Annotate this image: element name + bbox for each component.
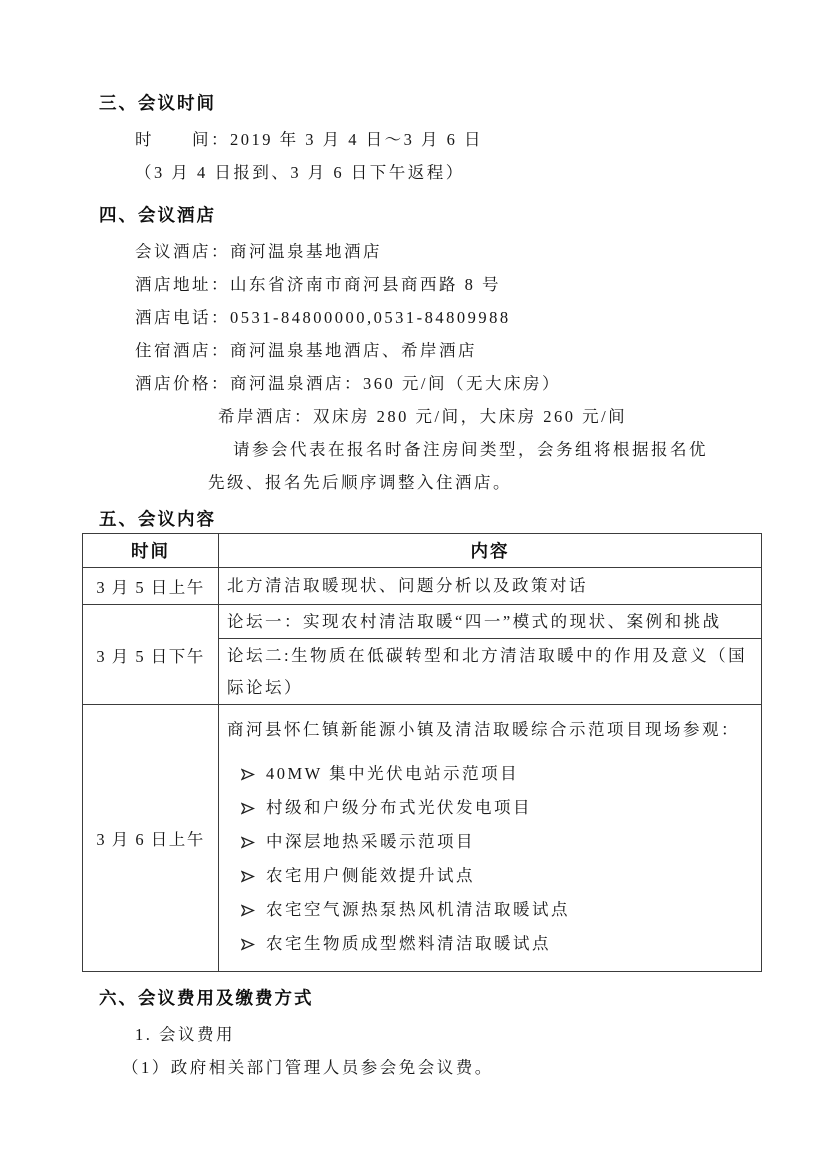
arrow-bullet-icon (241, 938, 255, 951)
hotel-address-line: 酒店地址：山东省济南市商河县商西路 8 号 (135, 275, 501, 294)
bullet-text: 农宅生物质成型燃料清洁取暖试点 (266, 934, 551, 953)
fees-line-1: 1. 会议费用 (135, 1025, 235, 1044)
agenda-content-mar5-am: 北方清洁取暖现状、问题分析以及政策对话 (219, 568, 762, 605)
bullet-item (241, 825, 753, 859)
arrow-bullet-icon (241, 870, 255, 883)
bullet-text: 村级和户级分布式光伏发电项目 (266, 798, 532, 817)
hotel-phone-line: 酒店电话：0531-84800000,0531-84809988 (135, 308, 511, 327)
meeting-time-note: （3 月 4 日报到、3 月 6 日下午返程） (135, 163, 465, 182)
arrow-bullet-icon (241, 904, 255, 917)
table-row (83, 568, 762, 605)
agenda-table (82, 533, 762, 972)
section-heading-hotel: 四、会议酒店 (99, 205, 216, 225)
bullet-item (241, 927, 753, 961)
agenda-content-site-visit (219, 705, 762, 972)
fees-line-2: （1）政府相关部门管理人员参会免会议费。 (122, 1058, 494, 1077)
meeting-time-line: 时 间：2019 年 3 月 4 日～3 月 6 日 (135, 130, 483, 149)
bullet-item (241, 791, 753, 825)
agenda-time-mar6-am: 3 月 6 日上午 (83, 705, 219, 972)
arrow-bullet-icon (241, 768, 255, 781)
table-row (83, 705, 762, 972)
agenda-time-mar5-pm: 3 月 5 日下午 (83, 605, 219, 705)
bullet-item (241, 757, 753, 791)
section-heading-agenda: 五、会议内容 (99, 509, 216, 529)
bullet-item (241, 859, 753, 893)
bullet-text: 40MW 集中光伏电站示范项目 (266, 764, 520, 783)
section-heading-fees: 六、会议费用及缴费方式 (99, 988, 314, 1008)
lodging-hotels-line: 住宿酒店：商河温泉基地酒店、希岸酒店 (135, 341, 477, 360)
arrow-bullet-icon (241, 836, 255, 849)
agenda-content-forum1: 论坛一：实现农村清洁取暖“四一”模式的现状、案例和挑战 (219, 605, 762, 639)
bullet-item (241, 893, 753, 927)
table-row (83, 605, 762, 639)
bullet-text: 农宅空气源热泵热风机清洁取暖试点 (266, 900, 570, 919)
agenda-time-mar5-am: 3 月 5 日上午 (83, 568, 219, 605)
arrow-bullet-icon (241, 802, 255, 815)
section-heading-meeting-time: 三、会议时间 (99, 93, 216, 113)
hotel-name-line: 会议酒店：商河温泉基地酒店 (135, 242, 382, 261)
agenda-content-forum2: 论坛二:生物质在低碳转型和北方清洁取暖中的作用及意义（国际论坛） (219, 639, 762, 705)
room-note-line-1: 请参会代表在报名时备注房间类型，会务组将根据报名优 (233, 440, 708, 459)
agenda-col-header-content: 内容 (219, 534, 762, 568)
agenda-header-row (83, 534, 762, 568)
bullet-text: 农宅用户侧能效提升试点 (266, 866, 475, 885)
bullet-text: 中深层地热采暖示范项目 (266, 832, 475, 851)
site-visit-intro: 商河县怀仁镇新能源小镇及清洁取暖综合示范项目现场参观： (227, 720, 740, 739)
hotel-price-line-2: 希岸酒店：双床房 280 元/间，大床房 260 元/间 (218, 407, 628, 426)
room-note-line-2: 先级、报名先后顺序调整入住酒店。 (208, 473, 512, 492)
hotel-price-line: 酒店价格：商河温泉酒店：360 元/间（无大床房） (135, 374, 561, 393)
agenda-col-header-time: 时间 (83, 534, 219, 568)
